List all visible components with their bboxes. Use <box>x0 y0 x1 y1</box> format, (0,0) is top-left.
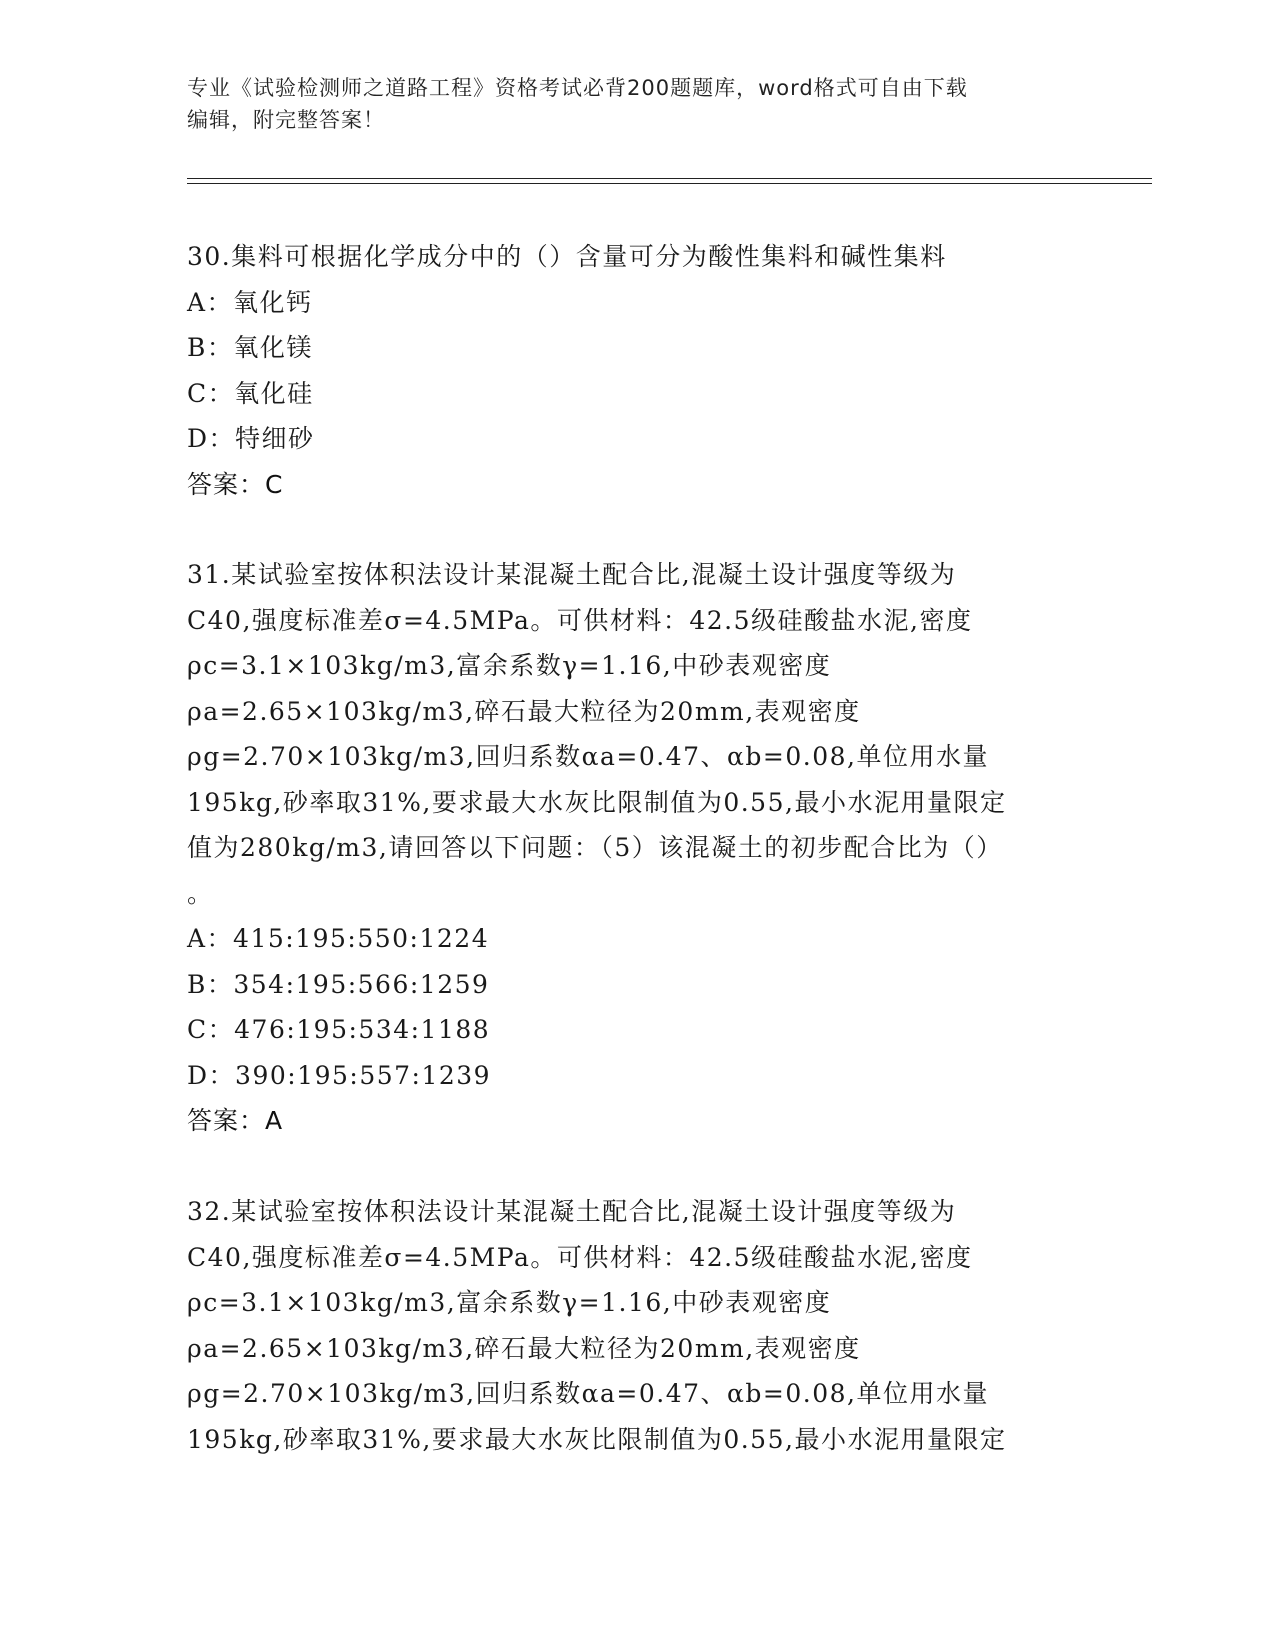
question-stem-line: 31.某试验室按体积法设计某混凝土配合比,混凝土设计强度等级为 <box>187 560 957 589</box>
question-stem-line: ρg=2.70×103kg/m3,回归系数αa=0.47、αb=0.08,单位用水量 <box>187 742 989 771</box>
question-stem-line: 32.某试验室按体积法设计某混凝土配合比,混凝土设计强度等级为 <box>187 1197 957 1226</box>
option-c: C：氧化硅 <box>187 378 314 408</box>
question-stem-line: ρc=3.1×103kg/m3,富余系数γ=1.16,中砂表观密度 <box>187 1288 832 1317</box>
header-divider-bottom <box>187 183 1152 184</box>
question-31 <box>187 552 1067 1144</box>
answer-line: 答案：C <box>187 469 284 499</box>
question-stem-line: ρa=2.65×103kg/m3,碎石最大粒径为20mm,表观密度 <box>187 1333 861 1363</box>
question-stem-line: 。 <box>187 878 214 908</box>
question-stem-line: ρc=3.1×103kg/m3,富余系数γ=1.16,中砂表观密度 <box>187 651 832 680</box>
question-stem-line: 30.集料可根据化学成分中的（）含量可分为酸性集料和碱性集料 <box>187 242 947 271</box>
answer-line: 答案：A <box>187 1106 284 1135</box>
option-b: B：354:195:566:1259 <box>187 969 490 999</box>
option-a: A：氧化钙 <box>187 287 313 317</box>
option-b: B：氧化镁 <box>187 333 313 362</box>
question-stem-line: C40,强度标准差σ=4.5MPa。可供材料：42.5级硅酸盐水泥,密度 <box>187 1242 973 1272</box>
question-stem-line: C40,强度标准差σ=4.5MPa。可供材料：42.5级硅酸盐水泥,密度 <box>187 605 973 635</box>
question-30 <box>187 234 1067 507</box>
question-stem-line: ρg=2.70×103kg/m3,回归系数αa=0.47、αb=0.08,单位用水量 <box>187 1379 989 1408</box>
option-d: D：特细砂 <box>187 424 315 453</box>
question-32 <box>187 1189 1067 1462</box>
document-header <box>187 72 1087 136</box>
option-c: C：476:195:534:1188 <box>187 1015 491 1044</box>
option-d: D：390:195:557:1239 <box>187 1060 492 1090</box>
option-a: A：415:195:550:1224 <box>187 924 490 953</box>
question-stem-line: ρa=2.65×103kg/m3,碎石最大粒径为20mm,表观密度 <box>187 696 861 726</box>
question-stem-line: 195kg,砂率取31%,要求最大水灰比限制值为0.55,最小水泥用量限定 <box>187 1424 1007 1454</box>
header-divider-top <box>187 178 1152 179</box>
question-stem-line: 值为280kg/m3,请回答以下问题：（5）该混凝土的初步配合比为（） <box>187 833 1003 862</box>
header-line-1: 专业《试验检测师之道路工程》资格考试必背200题题库，word格式可自由下载 <box>187 76 968 100</box>
header-line-2: 编辑，附完整答案！ <box>187 108 385 132</box>
question-stem-line: 195kg,砂率取31%,要求最大水灰比限制值为0.55,最小水泥用量限定 <box>187 787 1007 817</box>
